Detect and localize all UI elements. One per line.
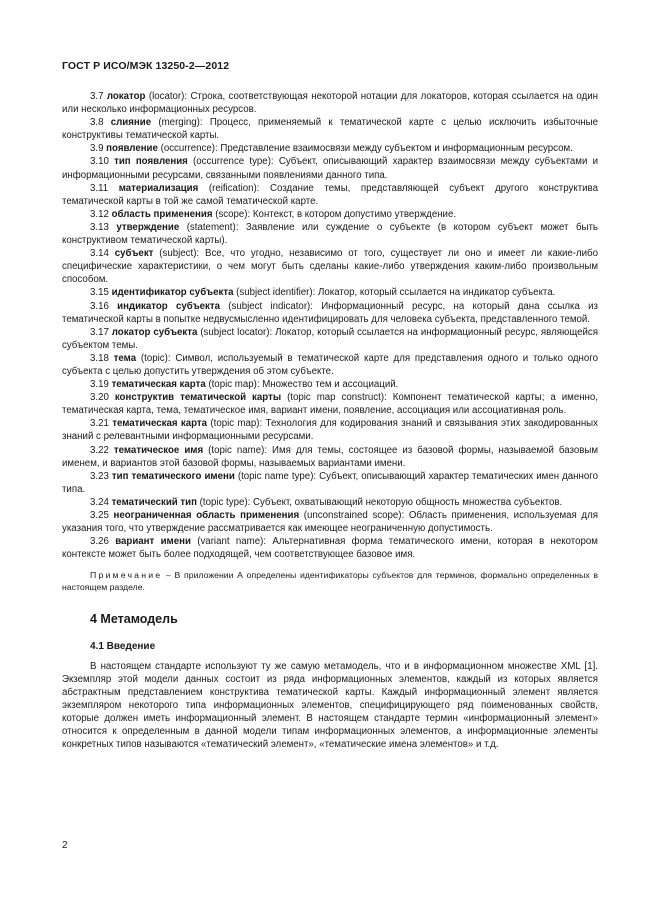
definition-number: 3.16 xyxy=(90,300,109,312)
definition-item xyxy=(62,496,598,509)
definition-item xyxy=(62,221,598,247)
definition-number: 3.23 xyxy=(90,470,109,482)
definition-number: 3.24 xyxy=(90,496,109,508)
definition-text: (topic): Символ, используемый в тематической карте для представления одного и только одного субъекта с целью допустить утверждения об этом субъекте. xyxy=(62,352,598,377)
definition-term: локатор xyxy=(106,91,146,102)
definition-item xyxy=(62,326,598,352)
definition-text: (subject): Все, что угодно, независимо от того, существует ли оно и имеет ли какие-либо специфические характеристики, о чем могут быть сделаны какие-либо утверждения каким-либо произвольным способом. xyxy=(62,248,598,286)
definition-text: (topic type): Субъект, охватывающий некоторую общность множества субъектов. xyxy=(196,496,563,508)
note-label: Примечание xyxy=(90,570,163,581)
intro-paragraph: В настоящем стандарте используют ту же самую метамодель, что и в информационном множестве XML [1]. Экземпляр этой модели данных состоит из ряда информационных элементов, каждый из которых является абстрактным представлением конструктива тематической карты. Каждый информационный элемент является экземпляром некоторого типа информационных элементов, специфицирующего ряд поименованных свойств, которые должен иметь информационный элемент. В настоящем стандарте термин «информационный элемент» относится к определенным в данной модели типам информационных элементов, а информационные элементы конкретных типов называются «тематический элемент», «тематические имена элементов» и т.д. xyxy=(62,660,598,751)
definition-text: (topic name): Имя для темы, состоящее из базовой формы, называемой базовым именем, и вариантов этой базовой формы, называемых вариантами имени. xyxy=(62,444,598,469)
definition-term: тип тематического имени xyxy=(111,470,235,482)
definition-number: 3.20 xyxy=(90,392,109,404)
definition-item xyxy=(62,535,598,561)
definition-term: тематическое имя xyxy=(113,444,204,456)
definition-item xyxy=(62,352,598,378)
definition-item xyxy=(62,444,598,470)
note-text: – В приложении А определены идентификаторы субъектов для терминов, формально определенных в настоящем разделе. xyxy=(62,570,598,593)
definition-number: 3.25 xyxy=(90,510,109,521)
definition-term: конструктив тематической карты xyxy=(114,392,282,404)
definition-text: (subject indicator): Информационный ресурс, на который дана ссылка из тематической карты в попытке недвусмысленно идентифицировать для человека субъекта, представленного темой. xyxy=(62,300,598,325)
definition-item xyxy=(62,90,598,116)
definition-text: (occurrence): Представление взаимосвязи между субъектом и информационным ресурсом. xyxy=(157,143,573,155)
definition-term: субъект xyxy=(114,248,154,260)
definition-item xyxy=(62,378,598,391)
definition-number: 3.22 xyxy=(90,444,109,456)
definition-term: неограниченная область применения xyxy=(113,510,300,521)
definition-number: 3.18 xyxy=(90,352,109,364)
definition-number: 3.10 xyxy=(90,156,109,168)
definition-text: (occurrence type): Субъект, описывающий характер взаимосвязи между субъектами и информационными ресурсами, связанными появлениями данного типа. xyxy=(62,156,598,181)
definition-number: 3.17 xyxy=(90,326,109,338)
definition-text: (merging): Процесс, применяемый к тематической карте с целью исключить избыточные конструктивы тематической карты. xyxy=(62,117,598,142)
definition-text: (reification): Создание темы, представляющей субъект другого конструктива тематической карты в той же самой тематической карте. xyxy=(62,182,598,207)
definition-text: (subject locator): Локатор, который ссылается на информационный ресурс, являющейся субъектом темы. xyxy=(62,326,598,351)
definition-item xyxy=(62,208,598,221)
definition-number: 3.9 xyxy=(90,143,104,155)
definition-item xyxy=(62,391,598,417)
section-title: 4 Метамодель xyxy=(90,612,178,627)
definition-term: идентификатор субъекта xyxy=(111,287,234,299)
definition-number: 3.15 xyxy=(90,287,109,299)
definition-term: материализация xyxy=(118,182,199,194)
definition-term: тип появления xyxy=(114,156,188,168)
definition-number: 3.12 xyxy=(90,208,109,220)
document-header: ГОСТ Р ИСО/МЭК 13250-2—2012 xyxy=(62,60,230,72)
definition-text: (topic map): Технология для кодирования знаний и связывания этих закодированных знаний с релевантными информационными ресурсами. xyxy=(62,418,598,443)
definition-text: (topic name type): Субъект, описывающий характер тематических имен данного типа. xyxy=(62,470,598,495)
definition-number: 3.19 xyxy=(90,379,109,391)
definition-item xyxy=(62,116,598,142)
definition-term: индикатор субъекта xyxy=(117,300,221,312)
page-content xyxy=(62,90,598,751)
definition-item xyxy=(62,286,598,299)
definition-term: тематическая карта xyxy=(112,418,208,430)
definition-item xyxy=(62,142,598,155)
definition-item xyxy=(62,470,598,496)
definition-number: 3.8 xyxy=(90,117,104,129)
definition-term: тема xyxy=(113,352,137,364)
definitions-list xyxy=(62,90,598,561)
definition-term: область применения xyxy=(111,208,213,220)
definition-term: локатор субъекта xyxy=(111,326,198,338)
note xyxy=(62,569,598,593)
definition-text: (topic map): Множество тем и ассоциаций. xyxy=(205,379,399,391)
definition-number: 3.26 xyxy=(90,536,109,548)
definition-term: тематическая карта xyxy=(111,379,206,391)
definition-term: слияние xyxy=(110,117,152,129)
subsection-title: 4.1 Введение xyxy=(90,641,156,653)
definition-text: (variant name): Альтернативная форма тематического имени, которая в некотором контексте может быть более подходящей, чем соответствующее базовое имя. xyxy=(62,536,598,561)
definition-text: (subject identifier): Локатор, который ссылается на индикатор субъекта. xyxy=(233,287,556,299)
definition-item xyxy=(62,155,598,181)
definition-number: 3.14 xyxy=(90,248,109,260)
definition-text: (unconstrained scope): Область применения, используемая для указания того, что утверждение рассматривается как имеющее неограниченную допустимость. xyxy=(62,510,598,535)
definition-item xyxy=(62,300,598,326)
definition-text: (statement): Заявление или суждение о субъекте (в котором субъект может быть конструктивом тематической карты). xyxy=(62,221,598,247)
definition-term: утверждение xyxy=(116,221,180,233)
definition-number: 3.21 xyxy=(90,418,109,430)
definition-item xyxy=(62,247,598,286)
definition-text: (topic map construct): Компонент тематической карты; а именно, тематическая карта, тема, тематическое имя, вариант имени, появление, ассоциация или ассоциативная роль. xyxy=(62,392,598,417)
definition-item xyxy=(62,417,598,443)
definition-number: 3.11 xyxy=(90,182,109,194)
definition-text: (locator): Строка, соответствующая некоторой нотации для локаторов, которая ссылается на один или несколько информационных ресурсов. xyxy=(62,91,598,116)
page-number: 2 xyxy=(62,840,68,851)
definition-item xyxy=(62,182,598,208)
definition-item xyxy=(62,509,598,535)
definition-term: тематический тип xyxy=(111,496,197,508)
definition-number: 3.13 xyxy=(90,221,109,233)
definition-term: вариант имени xyxy=(115,536,191,548)
definition-term: появление xyxy=(106,143,158,155)
definition-number: 3.7 xyxy=(90,91,104,102)
definition-text: (scope): Контекст, в котором допустимо утверждение. xyxy=(212,208,457,220)
